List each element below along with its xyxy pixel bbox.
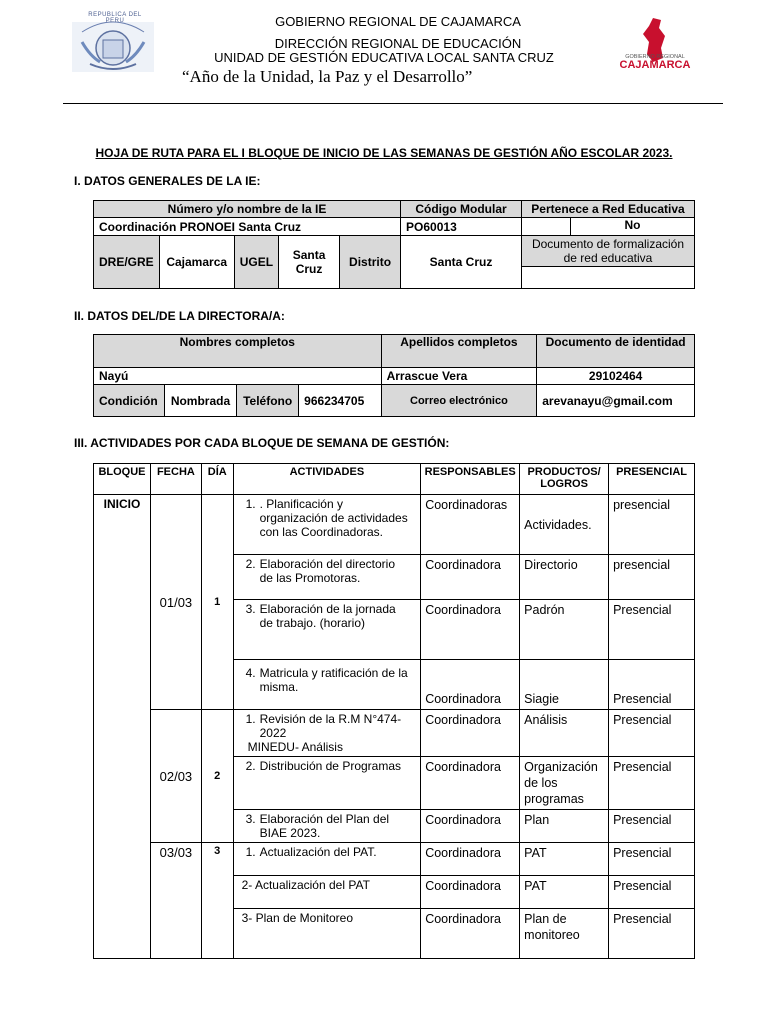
responsable-cell: Coordinadora	[421, 810, 520, 843]
actividad-cell: 2- Actualización del PAT	[233, 876, 421, 909]
actividad-cell: 2. Distribución de Programas	[233, 757, 421, 810]
h-documento: Documento de identidad	[537, 335, 695, 368]
doc-red-value	[522, 267, 695, 289]
producto-cell: Plan de monitoreo	[520, 909, 609, 959]
ie-nombre: Coordinación PRONOEI Santa Cruz	[94, 218, 401, 236]
presencial-cell: Presencial	[609, 876, 695, 909]
director-documento: 29102464	[537, 368, 695, 385]
producto-cell: Actividades.	[520, 495, 609, 555]
correo-label: Correo electrónico	[381, 385, 537, 417]
actividad-cell: 1. Actualización del PAT.	[233, 843, 421, 876]
condicion-value: Nombrada	[164, 385, 236, 417]
presencial-cell: Presencial	[609, 909, 695, 959]
responsable-cell: Coordinadora	[421, 757, 520, 810]
ugel-value: Santa Cruz	[279, 236, 340, 289]
actividad-cell: 2. Elaboración del directorio de las Promotoras.	[233, 555, 421, 600]
bloque-cell: INICIO	[94, 495, 151, 959]
header-line3: UNIDAD DE GESTIÓN EDUCATIVA LOCAL SANTA CRUZ	[214, 50, 554, 65]
fecha-cell: 02/03	[150, 710, 201, 843]
actividad-cell: 4. Matricula y ratificación de la misma.	[233, 660, 421, 710]
responsable-cell: Coordinadora	[421, 909, 520, 959]
responsable-cell: Coordinadora	[421, 660, 520, 710]
ie-codigo: PO60013	[401, 218, 522, 236]
condicion-label: Condición	[94, 385, 165, 417]
h-nombre-ie: Número y/o nombre de la IE	[94, 201, 401, 218]
presencial-cell: Presencial	[609, 843, 695, 876]
document-title: HOJA DE RUTA PARA EL I BLOQUE DE INICIO DE LAS SEMANAS DE GESTIÓN AÑO ESCOLAR 2023.	[95, 146, 673, 160]
activity-row	[94, 495, 695, 555]
responsable-cell: Coordinadoras	[421, 495, 520, 555]
telefono-value: 966234705	[299, 385, 381, 417]
col-actividades: ACTIVIDADES	[233, 464, 421, 495]
responsable-cell: Coordinadora	[421, 600, 520, 660]
presencial-cell: presencial	[609, 555, 695, 600]
presencial-cell: Presencial	[609, 660, 695, 710]
col-dia: DÍA	[201, 464, 233, 495]
dia-cell: 2	[201, 710, 233, 843]
producto-cell: Padrón	[520, 600, 609, 660]
header-line1: GOBIERNO REGIONAL DE CAJAMARCA	[275, 14, 521, 29]
actividad-cell: 3. Elaboración del Plan del BIAE 2023.	[233, 810, 421, 843]
producto-cell: PAT	[520, 843, 609, 876]
h-nombres: Nombres completos	[94, 335, 382, 368]
ie-red: No	[522, 218, 695, 236]
presencial-cell: presencial	[609, 495, 695, 555]
producto-cell: Siagie	[520, 660, 609, 710]
director-table	[93, 334, 695, 417]
producto-cell: Análisis	[520, 710, 609, 757]
seal-caption: REPUBLICA DEL PERU	[88, 12, 142, 24]
actividad-cell: 3- Plan de Monitoreo	[233, 909, 421, 959]
activities-table	[93, 463, 695, 959]
h-red-educativa: Pertenece a Red Educativa	[522, 201, 695, 218]
responsable-cell: Coordinadora	[421, 843, 520, 876]
presencial-cell: Presencial	[609, 600, 695, 660]
presencial-cell: Presencial	[609, 710, 695, 757]
presencial-cell: Presencial	[609, 810, 695, 843]
doc-red-label: Documento de formalización de red educativa	[522, 236, 695, 267]
correo-value: arevanayu@gmail.com	[537, 385, 695, 417]
cajamarca-logo-small: GOBIERNO REGIONAL	[625, 54, 685, 60]
header-motto: “Año de la Unidad, la Paz y el Desarrollo”	[182, 67, 473, 86]
responsable-cell: Coordinadora	[421, 555, 520, 600]
general-data-table	[93, 200, 695, 289]
distrito-label: Distrito	[340, 236, 401, 289]
dia-cell: 1	[201, 495, 233, 710]
dre-value: Cajamarca	[159, 236, 234, 289]
section3-heading: III. ACTIVIDADES POR CADA BLOQUE DE SEMANA DE GESTIÓN:	[74, 436, 450, 450]
actividad-cell: 1. Revisión de la R.M N°474-2022 MINEDU- Análisis	[233, 710, 421, 757]
col-presencial: PRESENCIAL	[609, 464, 695, 495]
h-apellidos: Apellidos completos	[381, 335, 537, 368]
activity-row	[94, 710, 695, 757]
header-divider	[63, 103, 723, 104]
producto-cell: Organización de los programas	[520, 757, 609, 810]
section1-heading: I. DATOS GENERALES DE LA IE:	[74, 174, 261, 188]
activity-row	[94, 843, 695, 876]
distrito-value: Santa Cruz	[401, 236, 522, 289]
ugel-label: UGEL	[234, 236, 278, 289]
h-codigo-modular: Código Modular	[401, 201, 522, 218]
actividad-cell: 1. . Planificación y organización de actividades con las Coordinadoras.	[233, 495, 421, 555]
telefono-label: Teléfono	[237, 385, 299, 417]
director-nombres: Nayú	[94, 368, 382, 385]
actividad-cell: 3. Elaboración de la jornada de trabajo. (horario)	[233, 600, 421, 660]
fecha-cell: 01/03	[150, 495, 201, 710]
producto-cell: PAT	[520, 876, 609, 909]
col-bloque: BLOQUE	[94, 464, 151, 495]
col-responsables: RESPONSABLES	[421, 464, 520, 495]
presencial-cell: Presencial	[609, 757, 695, 810]
section2-heading: II. DATOS DEL/DE LA DIRECTORA/A:	[74, 309, 285, 323]
responsable-cell: Coordinadora	[421, 876, 520, 909]
dia-cell: 3	[201, 843, 233, 959]
director-apellidos: Arrascue Vera	[381, 368, 537, 385]
cajamarca-logo-text: CAJAMARCA	[619, 59, 691, 71]
producto-cell: Plan	[520, 810, 609, 843]
fecha-cell: 03/03	[150, 843, 201, 959]
dre-label: DRE/GRE	[94, 236, 160, 289]
header-line2: DIRECCIÓN REGIONAL DE EDUCACIÓN	[274, 36, 522, 51]
producto-cell: Directorio	[520, 555, 609, 600]
col-fecha: FECHA	[150, 464, 201, 495]
responsable-cell: Coordinadora	[421, 710, 520, 757]
col-productos: PRODUCTOS/ LOGROS	[520, 464, 609, 495]
